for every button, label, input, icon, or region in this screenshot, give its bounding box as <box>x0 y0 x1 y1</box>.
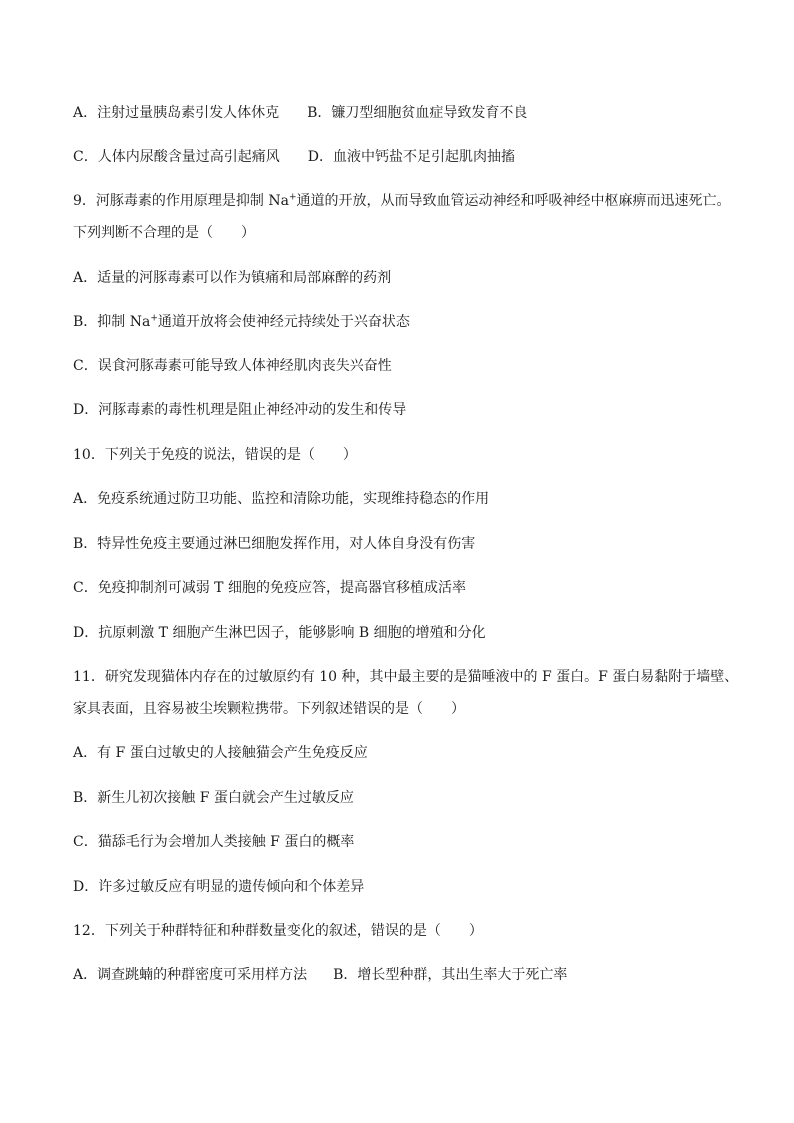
q9-option-b <box>73 312 410 332</box>
q11-option-a: A．有 F 蛋白过敏史的人接触猫会产生免疫反应 <box>73 745 368 761</box>
q9-stem-line-2: 下列判断不合理的是（ ） <box>73 225 255 241</box>
q12-options-row-1 <box>73 965 567 985</box>
q9-option-b-superscript: + <box>150 313 158 324</box>
q10-option-b: B．特异性免疫主要通过淋巴细胞发挥作用，对人体自身没有伤害 <box>73 536 476 552</box>
q9-option-c: C．误食河豚毒素可能导致人体神经肌肉丧失兴奋性 <box>73 358 392 374</box>
q10-option-c: C．免疫抑制剂可减弱 T 细胞的免疫应答，提高器官移植成活率 <box>73 580 466 596</box>
q11-stem-line-2: 家具表面，且容易被尘埃颗粒携带。下列叙述错误的是（ ） <box>73 701 465 717</box>
q8-option-a: A．注射过量胰岛素引发人体休克 <box>73 105 280 121</box>
q9-option-b-text: B．抑制 Na <box>73 314 151 330</box>
q8-option-b: B．镰刀型细胞贫血症导致发育不良 <box>307 105 528 121</box>
q12-option-b: B．增长型种群，其出生率大于死亡率 <box>333 967 568 983</box>
q8-options-row-1 <box>73 103 527 123</box>
q10-option-a: A．免疫系统通过防卫功能、监控和清除功能，实现维持稳态的作用 <box>73 491 490 507</box>
q9-stem-text: 9．河豚毒素的作用原理是抑制 Na <box>73 193 289 209</box>
q11-option-d: D．许多过敏反应有明显的遗传倾向和个体差异 <box>73 879 365 895</box>
q10-stem: 10．下列关于免疫的说法，错误的是（ ） <box>73 447 357 463</box>
q12-stem: 12．下列关于种群特征和种群数量变化的叙述，错误的是（ ） <box>73 923 483 939</box>
q11-option-b: B．新生儿初次接触 F 蛋白就会产生过敏反应 <box>73 790 354 806</box>
q9-option-b-text-cont: 通道开放将会使神经元持续处于兴奋状态 <box>157 314 410 330</box>
q9-stem-text-cont: 通道的开放，从而导致血管运动神经和呼吸神经中枢麻痹而迅速死亡。 <box>296 193 731 209</box>
q8-option-d: D．血液中钙盐不足引起肌肉抽搐 <box>307 149 515 165</box>
q8-options-row-2 <box>73 147 515 167</box>
q12-option-a: A．调查跳蝻的种群密度可采用样方法 <box>73 967 308 983</box>
q11-option-c: C．猫舔毛行为会增加人类接触 F 蛋白的概率 <box>73 834 355 850</box>
q9-stem-line-1 <box>73 191 731 211</box>
q9-stem-superscript: + <box>288 192 297 203</box>
q11-stem-line-1: 11．研究发现猫体内存在的过敏原约有 10 种，其中最主要的是猫唾液中的 F 蛋白。F 蛋白易黏附于墙壁、 <box>73 669 739 685</box>
q9-option-a: A．适量的河豚毒素可以作为镇痛和局部麻醉的药剂 <box>73 270 392 286</box>
q9-option-d: D．河豚毒素的毒性机理是阻止神经冲动的发生和传导 <box>73 402 407 418</box>
q8-option-c: C．人体内尿酸含量过高引起痛风 <box>73 149 280 165</box>
q10-option-d: D．抗原刺激 T 细胞产生淋巴因子，能够影响 B 细胞的增殖和分化 <box>73 625 486 641</box>
